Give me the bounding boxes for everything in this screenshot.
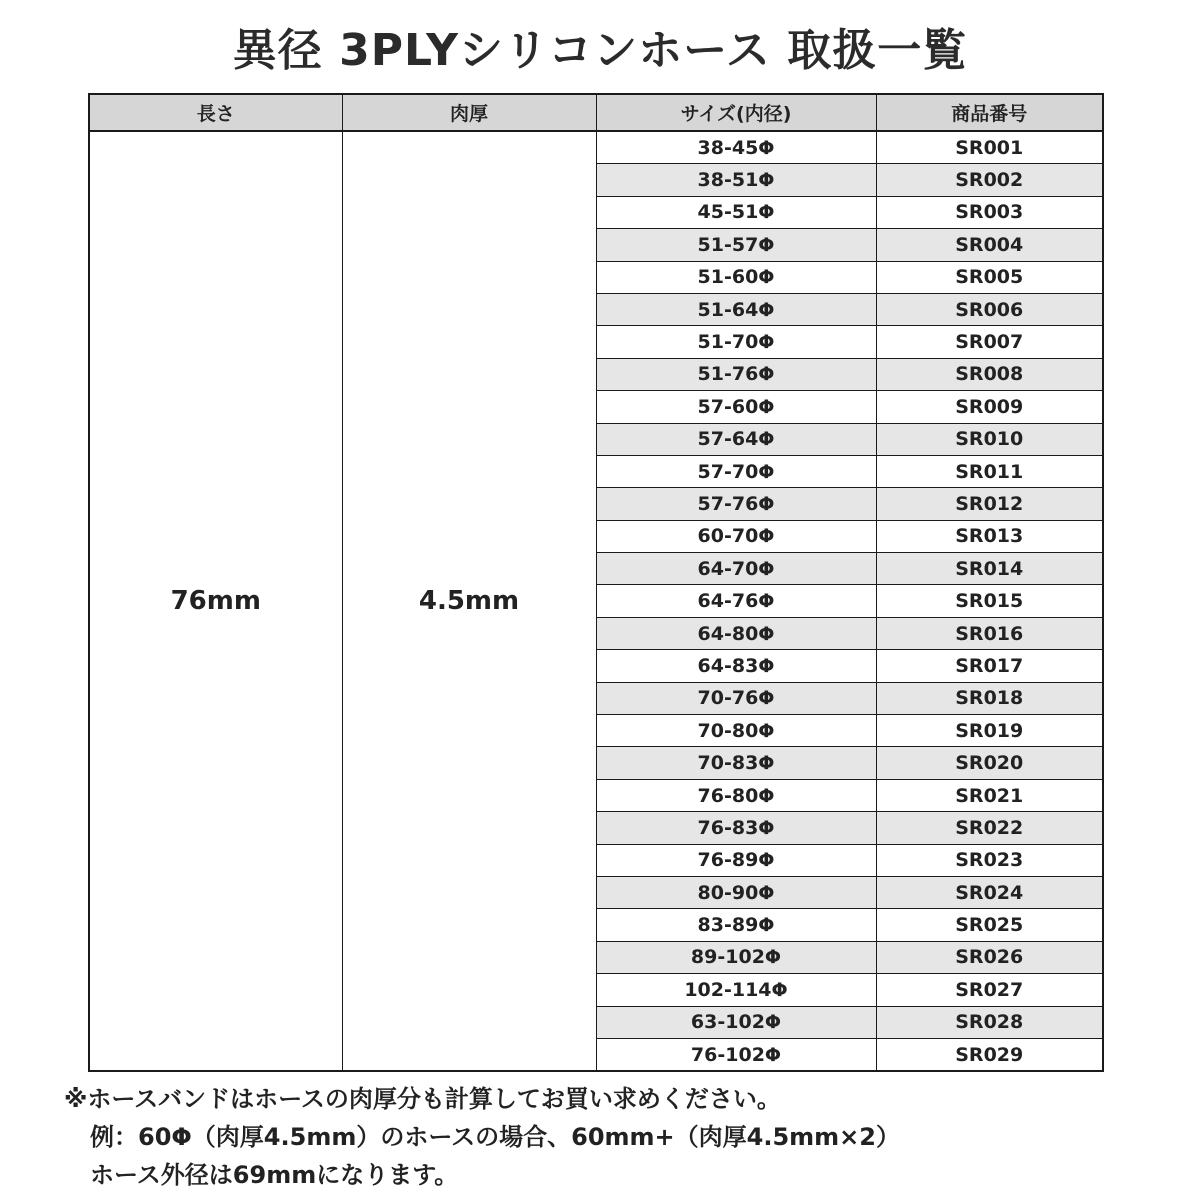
size-cell: 57-60Φ — [596, 391, 876, 423]
size-cell: 38-51Φ — [596, 164, 876, 196]
note-line-1: ※ホースバンドはホースの肉厚分も計算してお買い求めください。 — [64, 1085, 781, 1113]
product-code-cell: SR019 — [876, 715, 1103, 747]
size-cell: 51-64Φ — [596, 293, 876, 325]
size-cell: 57-64Φ — [596, 423, 876, 455]
product-code-cell: SR022 — [876, 812, 1103, 844]
product-code-cell: SR017 — [876, 650, 1103, 682]
size-cell: 63-102Φ — [596, 1006, 876, 1038]
size-cell: 70-83Φ — [596, 747, 876, 779]
thickness-cell: 4.5mm — [342, 131, 596, 1071]
product-code-cell: SR024 — [876, 876, 1103, 908]
product-code-cell: SR014 — [876, 553, 1103, 585]
product-code-cell: SR009 — [876, 391, 1103, 423]
header-thickness: 肉厚 — [342, 94, 596, 131]
product-code-cell: SR023 — [876, 844, 1103, 876]
product-code-cell: SR020 — [876, 747, 1103, 779]
size-cell: 64-80Φ — [596, 617, 876, 649]
product-code-cell: SR027 — [876, 974, 1103, 1006]
size-cell: 70-80Φ — [596, 715, 876, 747]
product-code-cell: SR001 — [876, 131, 1103, 164]
length-cell: 76mm — [89, 131, 342, 1071]
page-title: 異径 3PLYシリコンホース 取扱一覧 — [232, 25, 968, 76]
note-line-3: ホース外径は69mmになります。 — [90, 1161, 459, 1189]
product-code-cell: SR011 — [876, 455, 1103, 487]
size-cell: 51-60Φ — [596, 261, 876, 293]
size-cell: 64-70Φ — [596, 553, 876, 585]
size-cell: 51-70Φ — [596, 326, 876, 358]
note-line-2: 例：60Φ（肉厚4.5mm）のホースの場合、60mm+（肉厚4.5mm×2） — [90, 1123, 900, 1151]
product-code-cell: SR004 — [876, 229, 1103, 261]
product-code-cell: SR010 — [876, 423, 1103, 455]
product-code-cell: SR002 — [876, 164, 1103, 196]
product-code-cell: SR015 — [876, 585, 1103, 617]
size-cell: 45-51Φ — [596, 196, 876, 228]
size-cell: 57-76Φ — [596, 488, 876, 520]
size-cell: 76-89Φ — [596, 844, 876, 876]
product-code-cell: SR007 — [876, 326, 1103, 358]
table-row — [89, 131, 1103, 164]
product-code-cell: SR018 — [876, 682, 1103, 714]
header-length: 長さ — [89, 94, 342, 131]
product-code-cell: SR005 — [876, 261, 1103, 293]
size-cell: 57-70Φ — [596, 455, 876, 487]
product-code-cell: SR003 — [876, 196, 1103, 228]
product-code-cell: SR016 — [876, 617, 1103, 649]
size-cell: 64-83Φ — [596, 650, 876, 682]
size-cell: 76-80Φ — [596, 779, 876, 811]
size-cell: 80-90Φ — [596, 876, 876, 908]
product-table — [88, 93, 1104, 1072]
product-code-cell: SR006 — [876, 293, 1103, 325]
product-code-cell: SR013 — [876, 520, 1103, 552]
size-cell: 64-76Φ — [596, 585, 876, 617]
product-code-cell: SR012 — [876, 488, 1103, 520]
size-cell: 89-102Φ — [596, 941, 876, 973]
product-code-cell: SR021 — [876, 779, 1103, 811]
size-cell: 76-102Φ — [596, 1038, 876, 1071]
table-header-row — [89, 94, 1103, 131]
size-cell: 83-89Φ — [596, 909, 876, 941]
size-cell: 51-57Φ — [596, 229, 876, 261]
product-code-cell: SR025 — [876, 909, 1103, 941]
size-cell: 102-114Φ — [596, 974, 876, 1006]
size-cell: 76-83Φ — [596, 812, 876, 844]
header-size: サイズ(内径) — [596, 94, 876, 131]
product-code-cell: SR026 — [876, 941, 1103, 973]
table-body — [89, 131, 1103, 1071]
size-cell: 70-76Φ — [596, 682, 876, 714]
product-code-cell: SR029 — [876, 1038, 1103, 1071]
size-cell: 51-76Φ — [596, 358, 876, 390]
product-code-cell: SR028 — [876, 1006, 1103, 1038]
notes — [64, 1080, 1184, 1194]
size-cell: 38-45Φ — [596, 131, 876, 164]
product-code-cell: SR008 — [876, 358, 1103, 390]
header-product-code: 商品番号 — [876, 94, 1103, 131]
size-cell: 60-70Φ — [596, 520, 876, 552]
